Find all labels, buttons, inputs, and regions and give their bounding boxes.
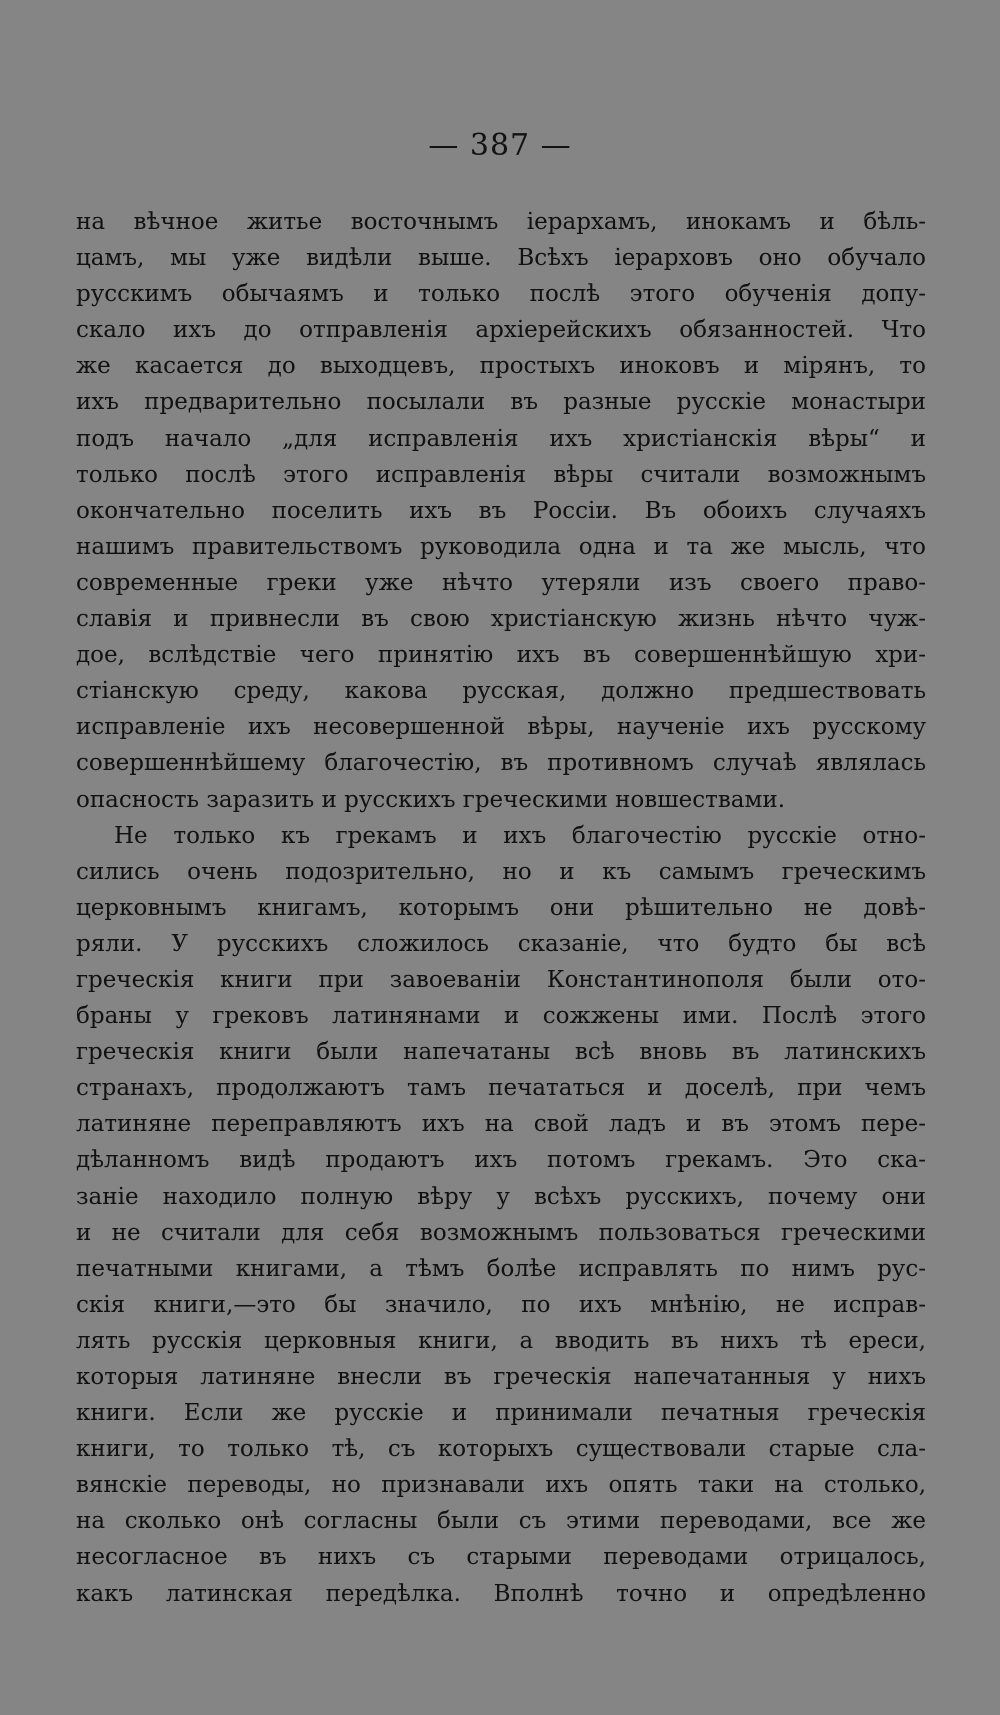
text-line: опасность заразить и русскихъ греческими новшествами.: [76, 786, 786, 813]
text-line: книги. Если же русскіе и принимали печатныя греческія: [76, 1400, 926, 1427]
text-line: окончательно поселить ихъ въ Россіи. Въ обоихъ случаяхъ: [76, 497, 926, 524]
text-line: заніе находило полную вѣру у всѣхъ русскихъ, почему они: [76, 1183, 926, 1210]
text-line: церковнымъ книгамъ, которымъ они рѣшительно не довѣ-: [76, 894, 926, 921]
text-line: латиняне переправляютъ ихъ на свой ладъ и въ этомъ пере-: [76, 1111, 926, 1138]
text-line: славія и привнесли въ свою христіанскую жизнь нѣчто чуж-: [76, 606, 926, 633]
text-line: только послѣ этого исправленія вѣры считали возможнымъ: [76, 461, 926, 488]
text-line: цамъ, мы уже видѣли выше. Всѣхъ іерарховъ оно обучало: [76, 245, 926, 272]
text-line: на сколько онѣ согласны были съ этими переводами, все же: [76, 1508, 926, 1535]
text-line: стіанскую среду, какова русская, должно предшествовать: [76, 678, 926, 705]
text-line: лять русскія церковныя книги, а вводить въ нихъ тѣ ереси,: [76, 1327, 926, 1354]
text-line: которыя латиняне внесли въ греческія напечатанныя у нихъ: [76, 1364, 926, 1390]
text-line: скало ихъ до отправленія архіерейскихъ обязанностей. Что: [76, 317, 926, 344]
text-line: браны у грековъ латинянами и сожжены ими. Послѣ этого: [76, 1003, 926, 1030]
text-line: греческія книги при завоеваніи Константинополя были ото-: [76, 966, 926, 993]
body-text: [76, 204, 926, 1612]
text-line: дѣланномъ видѣ продаютъ ихъ потомъ грекамъ. Это ска-: [76, 1147, 926, 1174]
text-line: нашимъ правительствомъ руководила одна и та же мысль, что: [76, 533, 926, 560]
text-line: печатными книгами, а тѣмъ болѣе исправлять по нимъ рус-: [76, 1255, 926, 1282]
text-line: же касается до выходцевъ, простыхъ иноковъ и мірянъ, то: [76, 353, 926, 380]
text-line: и не считали для себя возможнымъ пользоваться греческими: [76, 1219, 926, 1246]
text-line: несогласное въ нихъ съ старыми переводами отрицалось,: [76, 1544, 926, 1571]
page-number: — 387 —: [428, 128, 572, 163]
text-line: ихъ предварительно посылали въ разные русскіе монастыри: [76, 389, 926, 416]
text-line: Не только къ грекамъ и ихъ благочестію русскіе отно-: [114, 822, 926, 849]
text-line: совершеннѣйшему благочестію, въ противномъ случаѣ являлась: [76, 750, 926, 777]
text-line: вянскіе переводы, но признавали ихъ опять таки на столько,: [76, 1472, 926, 1499]
text-line: русскимъ обычаямъ и только послѣ этого обученія допу-: [76, 281, 926, 308]
text-line: ряли. У русскихъ сложилось сказаніе, что будто бы всѣ: [76, 930, 926, 957]
text-line: какъ латинская передѣлка. Вполнѣ точно и опредѣленно: [76, 1580, 926, 1607]
text-line: странахъ, продолжаютъ тамъ печататься и доселѣ, при чемъ: [76, 1075, 926, 1102]
text-line: сились очень подозрительно, но и къ самымъ греческимъ: [76, 858, 926, 885]
text-line: подъ начало „для исправленія ихъ христіанскія вѣры“ и: [76, 425, 926, 452]
text-line: книги, то только тѣ, съ которыхъ существовали старые сла-: [76, 1436, 926, 1463]
paragraph-2: [76, 818, 926, 1612]
text-line: греческія книги были напечатаны всѣ вновь въ латинскихъ: [76, 1039, 926, 1066]
paragraph-1: [76, 204, 926, 818]
text-line: современные греки уже нѣчто утеряли изъ своего право-: [76, 569, 926, 596]
text-line: на вѣчное житье восточнымъ іерархамъ, инокамъ и бѣль-: [76, 209, 926, 235]
text-line: исправленіе ихъ несовершенной вѣры, наученіе ихъ русскому: [76, 714, 926, 741]
text-line: скія книги,—это бы значило, по ихъ мнѣнію, не исправ-: [76, 1291, 926, 1318]
text-line: дое, вслѣдствіе чего принятію ихъ въ совершеннѣйшую хри-: [76, 642, 926, 669]
